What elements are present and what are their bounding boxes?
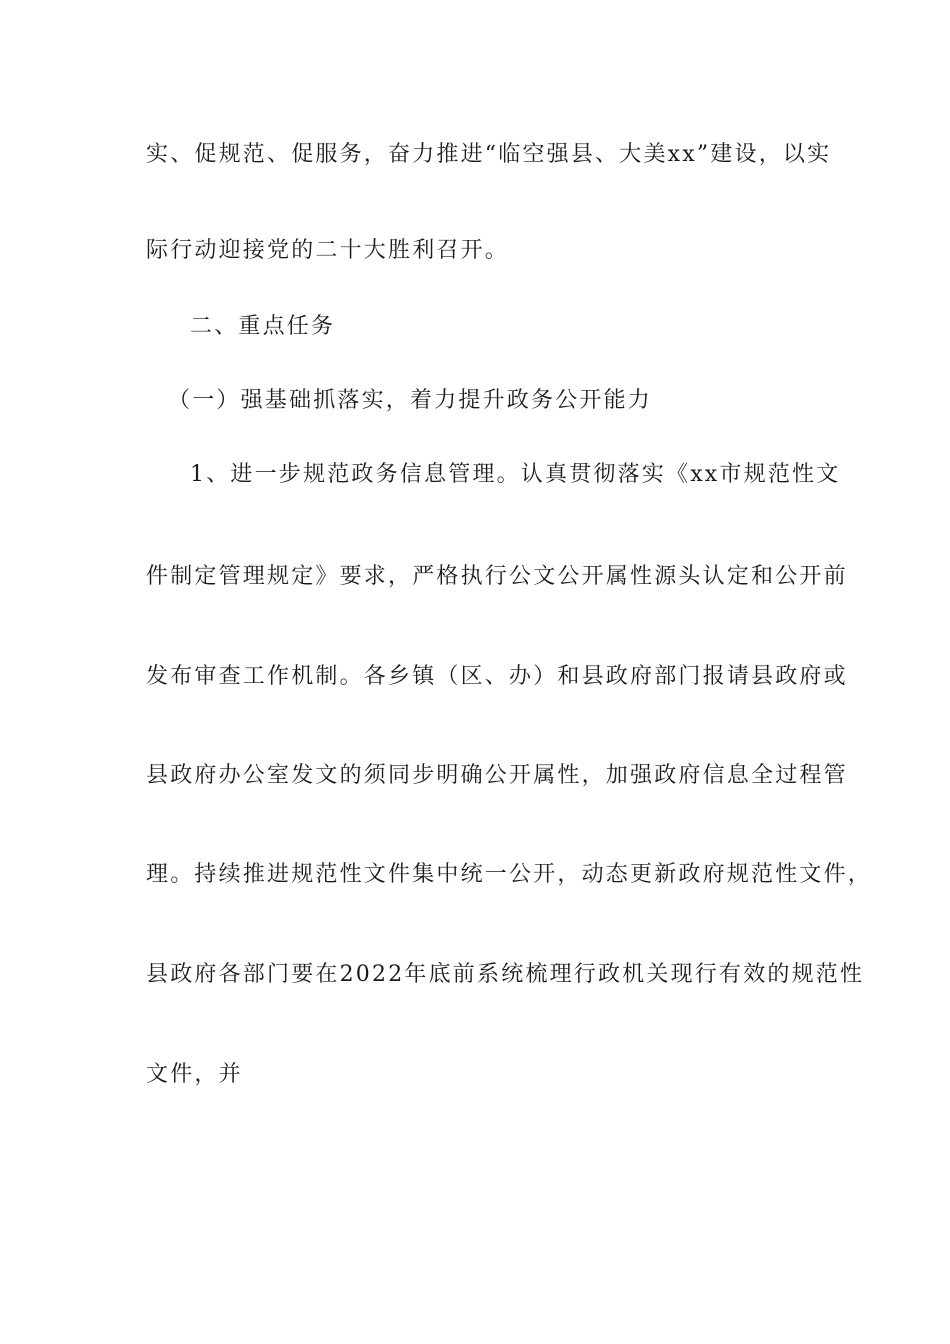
paragraph-line: 1、进一步规范政务信息管理。认真贯彻落实《xx市规范性文 [190, 462, 841, 487]
paragraph-line: 发布审查工作机制。各乡镇（区、办）和县政府部门报请县政府或 [146, 664, 848, 689]
subsection-heading: （一）强基础抓落实，着力提升政务公开能力 [168, 388, 653, 413]
paragraph-line: 县政府各部门要在2022年底前系统梳理行政机关现行有效的规范性 [146, 962, 865, 987]
paragraph-line: 县政府办公室发文的须同步明确公开属性，加强政府信息全过程管 [146, 763, 848, 788]
section-heading: 二、重点任务 [190, 314, 336, 339]
paragraph-line: 件制定管理规定》要求，严格执行公文公开属性源头认定和公开前 [146, 564, 848, 589]
paragraph-line: 理。持续推进规范性文件集中统一公开，动态更新政府规范性文件， [146, 862, 873, 887]
paragraph-line: 文件，并 [146, 1062, 243, 1087]
paragraph-line: 实、促规范、促服务，奋力推进“临空强县、大美xx”建设，以实 [146, 142, 832, 167]
paragraph-line: 际行动迎接党的二十大胜利召开。 [146, 238, 510, 263]
